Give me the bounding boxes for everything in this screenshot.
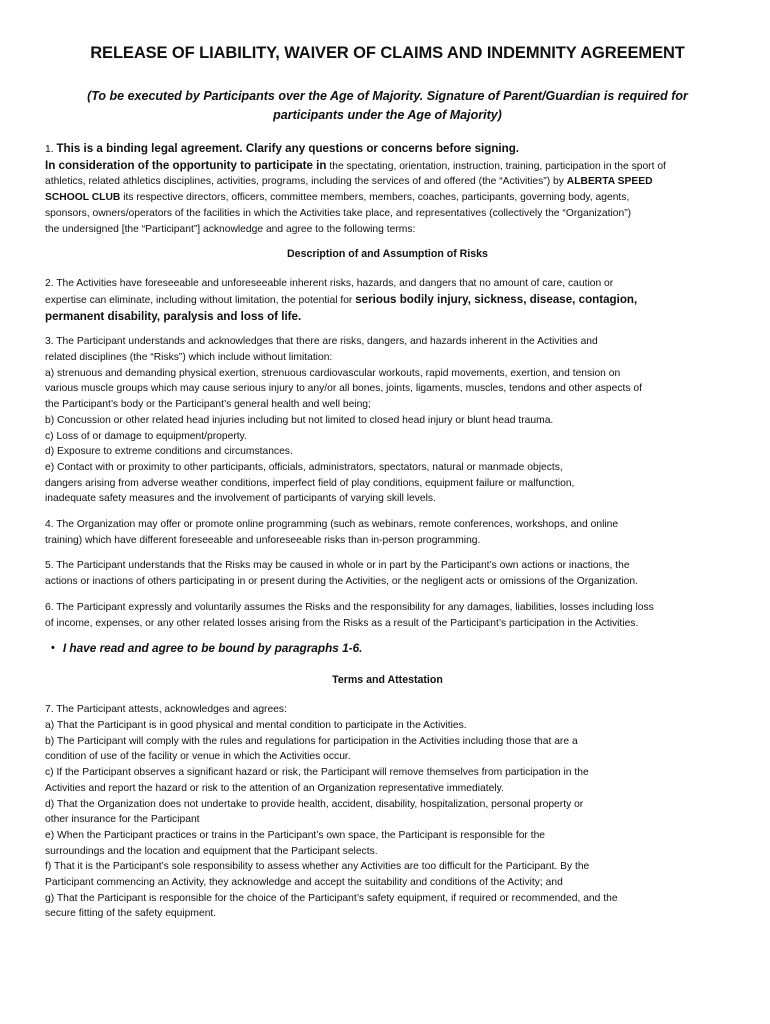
paragraph-5: [45, 558, 730, 589]
risk-item-a-cont: the Participant’s body or the Participant’s general health and well being;: [45, 399, 371, 411]
paragraph-7-line: 7. The Participant attests, acknowledges and agrees:: [45, 704, 287, 716]
risk-item-e: e) Contact with or proximity to other participants, officials, administrators, spectators, natural or manmade objects,: [45, 461, 563, 473]
section-heading-risks: Description of and Assumption of Risks: [287, 248, 488, 261]
paragraph-5-line: actions or inactions of others participating in or present during the Activities, or the negligent acts or omissions of the Organization.: [45, 576, 638, 588]
paragraph-2: [45, 276, 730, 324]
term-item-b: b) The Participant will comply with the rules and regulations for participation in the Activities including those that are a: [45, 735, 578, 747]
risk-item-e-cont: dangers arising from adverse weather conditions, imperfect field of play conditions, equipment failure or malfunction,: [45, 477, 575, 489]
term-item-d: d) That the Organization does not undertake to provide health, accident, disability, hospitalization, personal property or: [45, 798, 584, 810]
club-name-part-2: SCHOOL CLUB: [45, 192, 121, 204]
section-heading-terms: Terms and Attestation: [332, 674, 443, 687]
term-item-c-cont: Activities and report the hazard or risk to the attention of an Organization representative immediately.: [45, 782, 504, 794]
paragraph-2-line-2: expertise can eliminate, including without limitation, the potential for: [45, 294, 353, 306]
paragraph-2-line-1: 2. The Activities have foreseeable and unforeseeable inherent risks, hazards, and dangers that no amount of care, caution or: [45, 278, 614, 290]
risk-item-d: d) Exposure to extreme conditions and circumstances.: [45, 446, 293, 458]
paragraph-5-line: 5. The Participant understands that the Risks may be caused in whole or in part by the Participant’s own actions or inactions, the: [45, 560, 630, 572]
paragraph-7: [45, 702, 730, 922]
term-item-e: e) When the Participant practices or trains in the Participant’s own space, the Participant is responsible for the: [45, 829, 546, 841]
paragraph-6-line: 6. The Participant expressly and voluntarily assumes the Risks and the responsibility for any damages, liabilities, losses including loss: [45, 601, 654, 613]
paragraph-1-line-4: its respective directors, officers, committee members, members, coaches, participants, governing body, agents,: [123, 192, 630, 204]
risk-item-a: a) strenuous and demanding physical exertion, strenuous cardiovascular workouts, rapid movements, exertion, and tension on: [45, 367, 621, 379]
risk-item-a-cont: various muscle groups which may cause serious injury to any/or all bones, joints, ligaments, muscles, tendons and other aspects of: [45, 383, 642, 395]
risk-item-c: c) Loss of or damage to equipment/property.: [45, 430, 247, 442]
paragraph-1: [45, 141, 730, 237]
term-item-d-cont: other insurance for the Participant: [45, 814, 200, 826]
binding-agreement-notice: This is a binding legal agreement. Clarify any questions or concerns before signing.: [56, 142, 520, 155]
agreement-text: I have read and agree to be bound by paragraphs 1-6.: [62, 641, 363, 656]
term-item-e-cont: surroundings and the location and equipment that the Participant selects.: [45, 845, 378, 857]
risk-item-e-cont: inadequate safety measures and the involvement of participants of varying skill levels.: [45, 493, 436, 505]
term-item-f: f) That it is the Participant’s sole responsibility to assess whether any Activities are too difficult for the Participant. By the: [45, 861, 590, 873]
bullet-icon: •: [51, 642, 55, 655]
paragraph-1-line-6: the undersigned [the “Participant”] acknowledge and agree to the following terms:: [45, 223, 416, 235]
term-item-f-cont: Participant commencing an Activity, they acknowledge and accept the suitability and conditions of the Activity; and: [45, 877, 563, 889]
term-item-g-cont: secure fitting of the safety equipment.: [45, 908, 217, 920]
paragraph-6-line: of income, expenses, or any other related losses arising from the Risks as a result of the Participant’s participation in the Activities.: [45, 617, 639, 629]
paragraph-3-line: related disciplines (the “Risks”) which include without limitation:: [45, 352, 333, 364]
paragraph-1-number: 1.: [45, 144, 54, 155]
paragraph-4-line: 4. The Organization may offer or promote online programming (such as webinars, remote conferences, workshops, and online: [45, 519, 619, 531]
paragraph-1-line-5: sponsors, owners/operators of the facilities in which the Activities take place, and representatives (collectively the “Organization”): [45, 207, 632, 219]
term-item-a: a) That the Participant is in good physical and mental condition to participate in the Activities.: [45, 719, 467, 731]
club-name-part-1: ALBERTA SPEED: [566, 176, 653, 188]
paragraph-3-line: 3. The Participant understands and acknowledges that there are risks, dangers, and hazards inherent in the Activities and: [45, 336, 598, 348]
document-title: RELEASE OF LIABILITY, WAIVER OF CLAIMS AND INDEMNITY AGREEMENT: [90, 44, 685, 62]
term-item-g: g) That the Participant is responsible for the choice of the Participant’s safety equipment, if required or recommended, and the: [45, 892, 618, 904]
paragraph-4: [45, 517, 730, 548]
term-item-b-cont: condition of use of the facility or venue in which the Activities occur.: [45, 751, 351, 763]
consideration-clause: In consideration of the opportunity to participate in: [45, 158, 327, 172]
paragraph-4-line: training) which have different foreseeable and unforeseeable risks than in-person programming.: [45, 534, 481, 546]
document-subtitle: (To be executed by Participants over the Age of Majority. Signature of Parent/Guardian is required for participants under the Age of Majority): [87, 89, 688, 122]
paragraph-1-line-3: athletics, related athletics disciplines, activities, programs, including the services of and offered (the “Activities”) by: [45, 176, 564, 188]
permanent-disability-emphasis: permanent disability, paralysis and loss of life.: [45, 309, 302, 323]
agreement-statement: [51, 641, 730, 655]
term-item-c: c) If the Participant observes a significant hazard or risk, the Participant will remove themselves from participation in the: [45, 767, 589, 779]
paragraph-3: [45, 334, 730, 507]
paragraph-1-line-2: the spectating, orientation, instruction, training, participation in the sport of: [329, 160, 666, 172]
serious-injury-emphasis: serious bodily injury, sickness, disease, contagion,: [355, 292, 638, 306]
paragraph-6: [45, 600, 730, 631]
risk-item-b: b) Concussion or other related head injuries including but not limited to closed head injury or blunt head trauma.: [45, 414, 554, 426]
